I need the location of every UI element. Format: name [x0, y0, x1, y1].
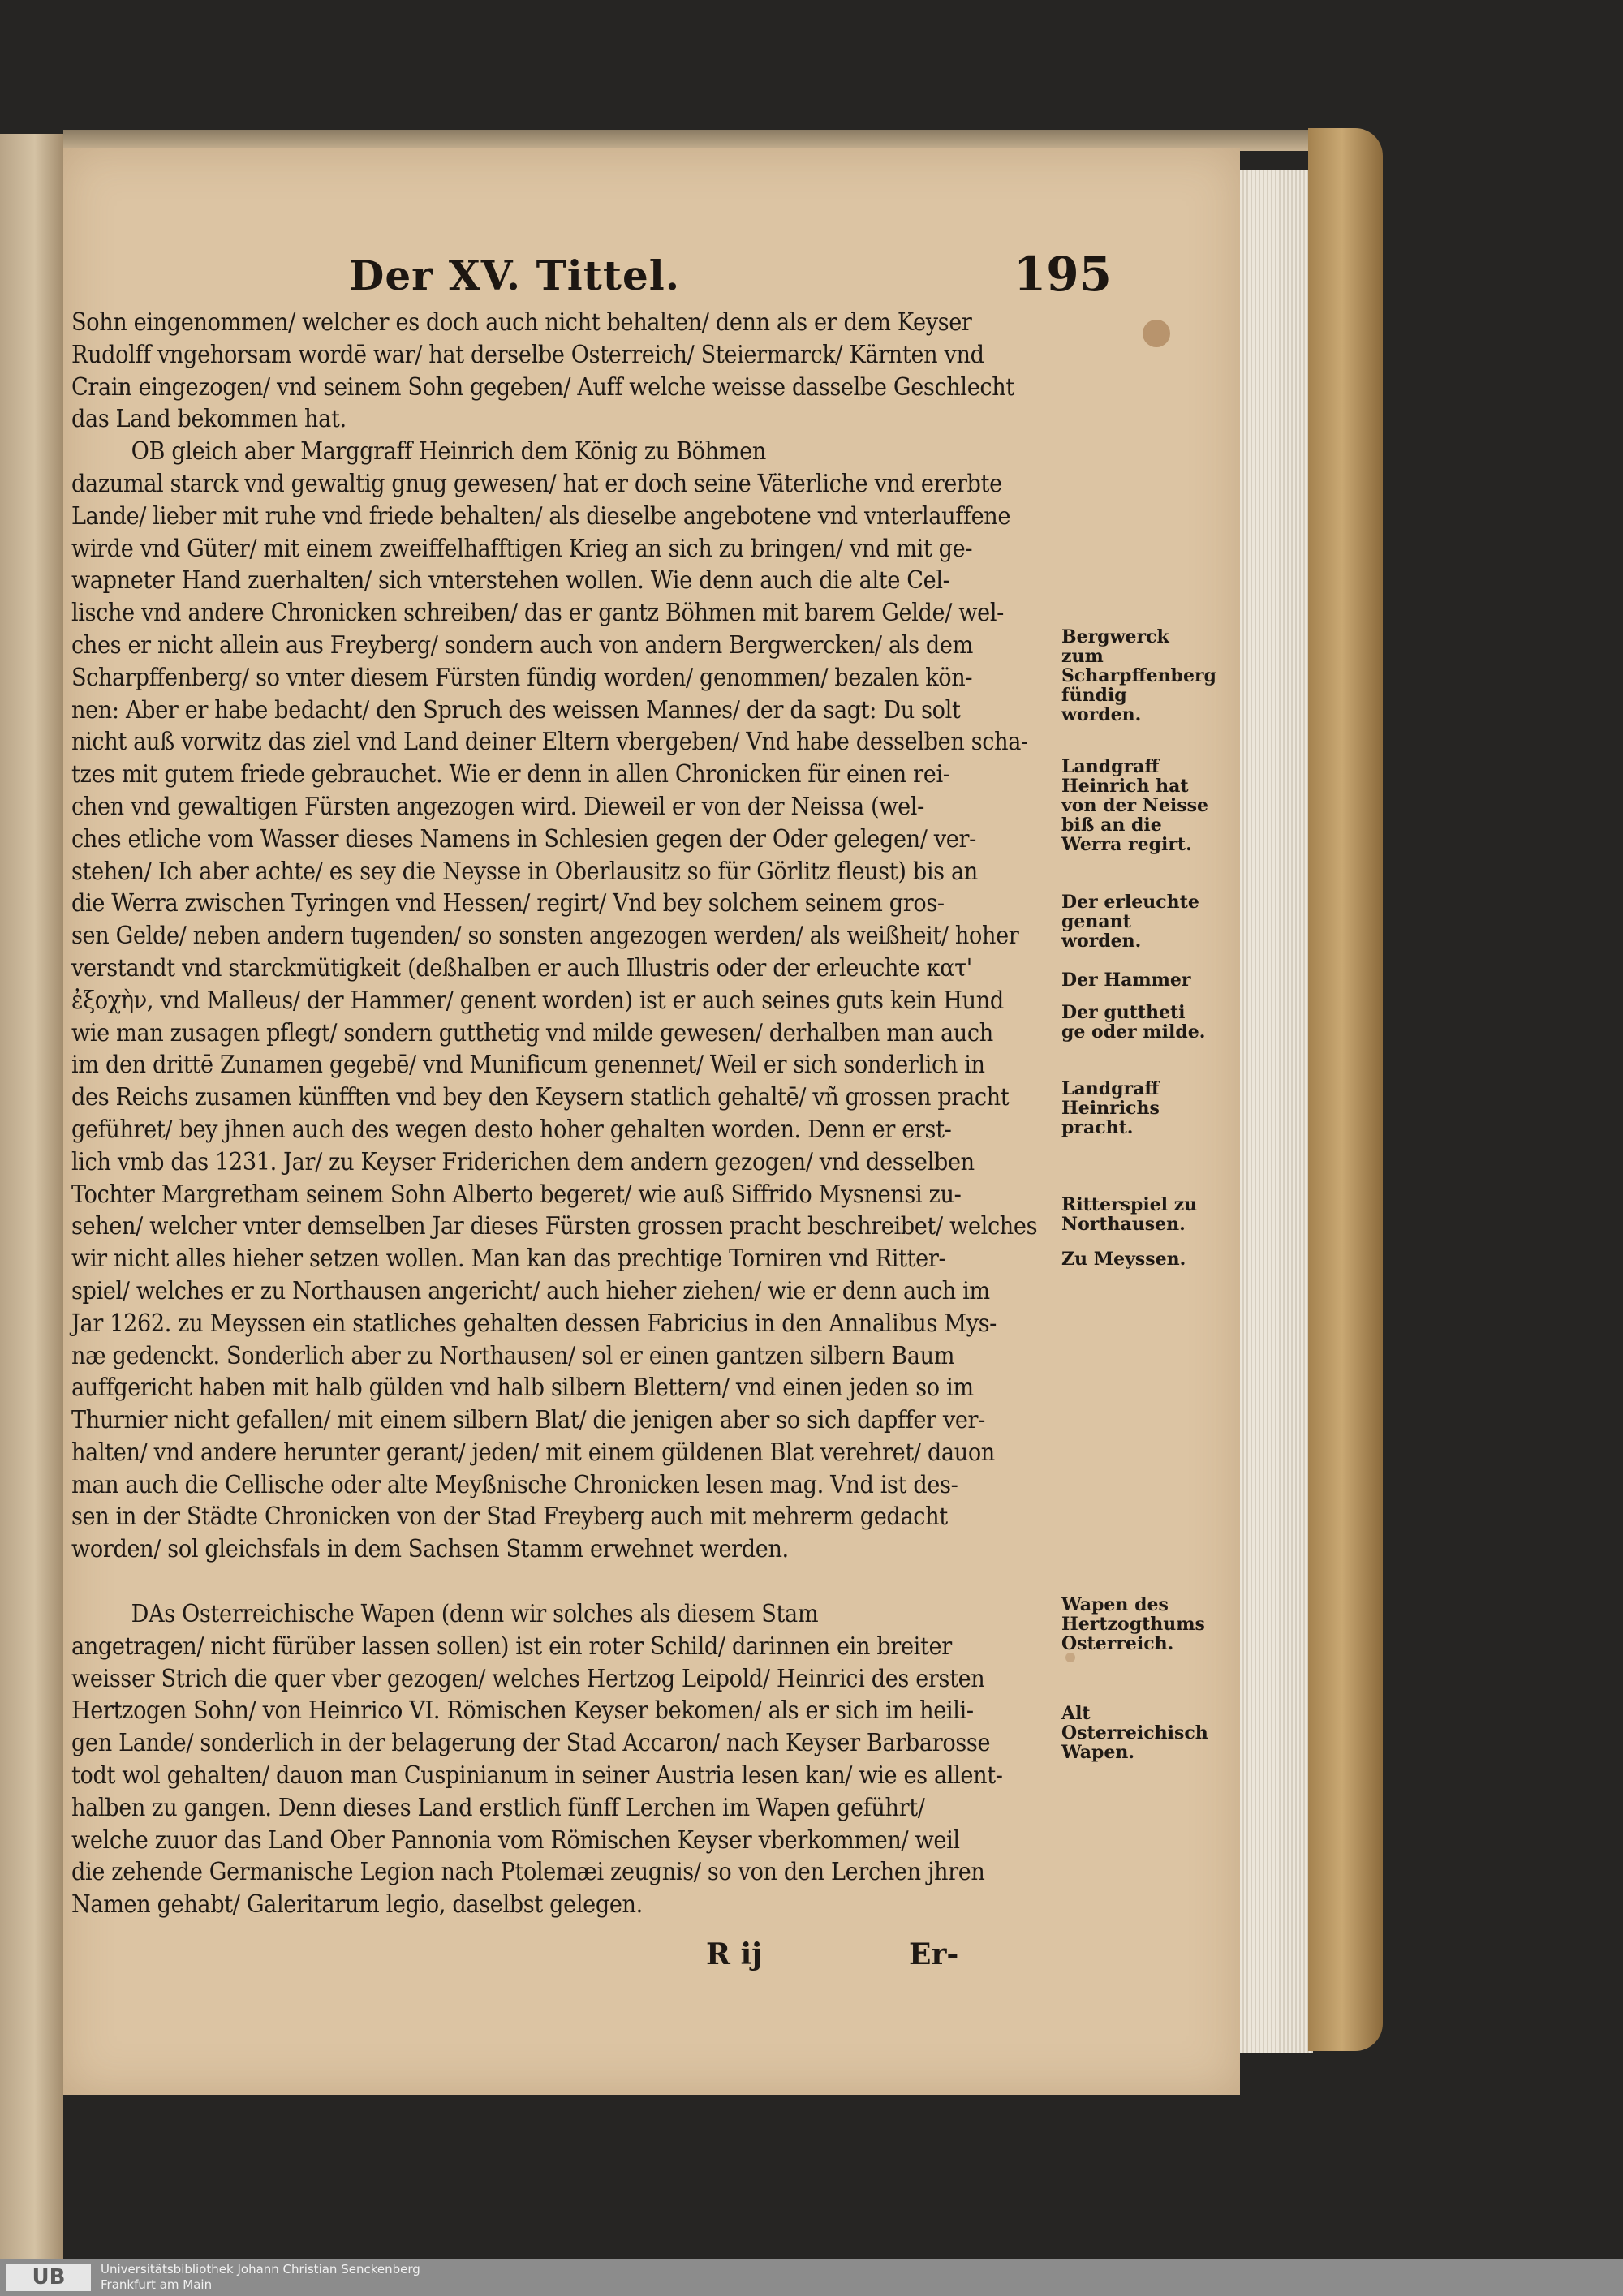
text-line: gen Lande/ sonderlich in der belagerung der Stad Accaron/ nach Keyser Barbarosse [71, 1729, 991, 1757]
margin-note: Wapen des Hertzogthums Osterreich. [1061, 1594, 1205, 1654]
text-line: Scharpffenberg/ so vnter diesem Fürsten fündig worden/ genommen/ bezalen kön- [71, 663, 973, 691]
text-line: halben zu gangen. Denn dieses Land erstlich fünff Lerchen im Wapen geführt/ [71, 1793, 925, 1821]
text-line: das Land bekommen hat. [71, 405, 347, 433]
paragraph-3 [71, 1598, 1003, 1921]
text-line: ches er nicht allein aus Freyberg/ sondern auch von andern Bergwercken/ als dem [71, 630, 973, 659]
margin-note: Bergwerck zum Scharpffenberg fündig worden. [1061, 626, 1216, 725]
text-line: dazumal starck vnd gewaltig gnug gewesen/ hat er doch seine Väterliche vnd ererbte [71, 469, 1002, 497]
text-line: des Reichs zusamen künfften vnd bey den Keysern statlich gehaltē/ vñ grossen pracht [71, 1083, 1010, 1111]
page-block-edges [1240, 170, 1313, 2053]
text-line: im den drittē Zunamen gegebē/ vnd Munificum genennet/ Weil er sich sonderlich in [71, 1051, 985, 1079]
paragraph-2 [71, 436, 1038, 1566]
library-credit [101, 2262, 420, 2293]
text-line: weisser Strich die quer vber gezogen/ welches Hertzog Leipold/ Heinrici des ersten [71, 1664, 985, 1692]
text-line: wie man zusagen pflegt/ sondern gutthetig vnd milde gewesen/ derhalben man auch [71, 1018, 993, 1047]
page-number: 195 [1013, 247, 1112, 302]
text-line: wir nicht alles hieher setzen wollen. Man kan das prechtige Torniren vnd Ritter- [71, 1245, 946, 1273]
text-line: sen Gelde/ neben andern tugenden/ so sonsten angezogen werden/ als weißheit/ hoher [71, 922, 1019, 950]
text-line: die Werra zwischen Tyringen vnd Hessen/ regirt/ Vnd bey solchem seinem gros- [71, 889, 945, 918]
text-line: spiel/ welches er zu Northausen angericht/ auch hieher ziehen/ wie er denn auch im [71, 1276, 990, 1305]
catchline [706, 1937, 998, 1978]
text-line: chen vnd gewaltigen Fürsten angezogen wird. Dieweil er von der Neissa (wel- [71, 792, 924, 820]
text-line: ches etliche vom Wasser dieses Namens in Schlesien gegen der Oder gelegen/ ver- [71, 824, 976, 853]
book-cover-edge [1308, 128, 1383, 2051]
text-line: wirde vnd Güter/ mit einem zweiffelhafftigen Krieg an sich zu bringen/ vnd mit ge- [71, 534, 973, 562]
text-line: angetragen/ nicht fürüber lassen sollen) ist ein roter Schild/ darinnen ein breiter [71, 1632, 952, 1660]
margin-note: Landgraff Heinrichs pracht. [1061, 1078, 1160, 1138]
text-line: die zehende Germanische Legion nach Ptolemæi zeugnis/ so von den Lerchen jhren [71, 1858, 985, 1886]
text-line: welche zuuor das Land Ober Pannonia vom Römischen Keyser vberkommen/ weil [71, 1825, 960, 1854]
text-line: worden/ sol gleichsfals in dem Sachsen Stamm erwehnet werden. [71, 1535, 789, 1563]
text-line: nen: Aber er habe bedacht/ den Spruch des weissen Mannes/ der da sagt: Du solt [71, 695, 961, 724]
library-city: Frankfurt am Main [101, 2277, 213, 2292]
foxing-stain [1143, 320, 1170, 347]
text-line: Namen gehabt/ Galeritarum legio, daselbst gelegen. [71, 1890, 643, 1919]
library-logo: UB [6, 2264, 91, 2291]
text-line: Tochter Margretham seinem Sohn Alberto begeret/ wie auß Siffrido Mysnensi zu- [71, 1180, 962, 1208]
text-line: tzes mit gutem friede gebrauchet. Wie er denn in allen Chronicken für einen rei- [71, 760, 950, 789]
catchword: Er- [909, 1937, 959, 1971]
text-line: ἐξοχὴν, vnd Malleus/ der Hammer/ genent worden) ist er auch seines guts kein Hund [71, 986, 1004, 1014]
paragraph-1 [71, 307, 1014, 436]
text-line: wapneter Hand zuerhalten/ sich vnterstehen wollen. Wie denn auch die alte Cel- [71, 566, 950, 595]
running-header [349, 247, 1112, 308]
text-line: auffgericht haben mit halb gülden vnd halb silbern Blettern/ vnd einen jeden so im [71, 1374, 974, 1402]
signature-mark: R ij [706, 1937, 763, 1971]
body-text [71, 307, 1216, 1921]
text-line: verstandt vnd starckmütigkeit (deßhalben er auch Illustris oder der erleuchte κατ' [71, 953, 972, 982]
text-line: sen in der Städte Chronicken von der Stad Freyberg auch mit mehrerm gedacht [71, 1503, 948, 1531]
margin-note: Der erleuchte genant worden. [1061, 892, 1199, 952]
margin-note: Zu Meyssen. [1061, 1249, 1186, 1270]
margin-note: Landgraff Heinrich hat von der Neisse biß an die Werra regirt. [1061, 756, 1208, 855]
text-line: Hertzogen Sohn/ von Heinrico VI. Römischen Keyser bekomen/ als er sich im heili- [71, 1696, 974, 1725]
text-line: næ gedenckt. Sonderlich aber zu Northausen/ sol er einen gantzen silbern Baum [71, 1341, 955, 1369]
text-line: Lande/ lieber mit ruhe vnd friede behalten/ als dieselbe angebotene vnd vnterlauffene [71, 501, 1011, 530]
text-line: Sohn eingenommen/ welcher es doch auch nicht behalten/ denn als er dem Keyser [71, 308, 972, 336]
margin-note: Alt Osterreichisch Wapen. [1061, 1703, 1208, 1763]
text-line: lich vmb das 1231. Jar/ zu Keyser Friderichen dem andern gezogen/ vnd desselben [71, 1147, 975, 1176]
margin-note: Ritterspiel zu Northausen. [1061, 1194, 1198, 1235]
text-line: geführet/ bey jhnen auch des wegen desto hoher gehalten worden. Denn er erst- [71, 1115, 952, 1143]
library-name: Universitätsbibliothek Johann Christian Senckenberg [101, 2262, 420, 2277]
text-line: OB gleich aber Marggraff Heinrich dem König zu Böhmen [131, 437, 766, 466]
text-line: DAs Osterreichische Wapen (denn wir solches als diesem Stam [131, 1600, 819, 1628]
margin-note: Der Hammer [1061, 970, 1191, 991]
text-line: Jar 1262. zu Meyssen ein statliches gehalten dessen Fabricius in den Annalibus Mys- [71, 1309, 997, 1337]
text-line: halten/ vnd andere herunter gerant/ jeden/ mit einem güldenen Blat verehret/ dauon [71, 1438, 995, 1466]
text-line: stehen/ Ich aber achte/ es sey die Neysse in Oberlausitz so für Görlitz fleust) bis an [71, 857, 978, 885]
left-page-edge [0, 134, 63, 2259]
text-line: lische vnd andere Chronicken schreiben/ das er gantz Böhmen mit barem Gelde/ wel- [71, 599, 1004, 627]
margin-note: Der guttheti ge oder milde. [1061, 1002, 1206, 1043]
text-line: sehen/ welcher vnter demselben Jar dieses Fürsten grossen pracht beschreibet/ welches [71, 1212, 1038, 1240]
library-footer [0, 2259, 1623, 2296]
text-line: Rudolff vngehorsam wordē war/ hat derselbe Osterreich/ Steiermarck/ Kärnten vnd [71, 340, 984, 368]
text-line: man auch die Cellische oder alte Meyßnische Chronicken lesen mag. Vnd ist des- [71, 1470, 958, 1498]
text-line: todt wol gehalten/ dauon man Cuspinianum in seiner Austria lesen kan/ wie es allent- [71, 1761, 1003, 1790]
text-line: Crain eingezogen/ vnd seinem Sohn gegeben/ Auff welche weisse dasselbe Geschlecht [71, 372, 1014, 401]
running-title: Der XV. Tittel. [349, 252, 681, 299]
text-line: Thurnier nicht gefallen/ mit einem silbern Blat/ die jenigen aber so sich dapffer ver- [71, 1406, 985, 1434]
text-line: nicht auß vorwitz das ziel vnd Land deiner Eltern vbergeben/ Vnd habe desselben scha- [71, 728, 1028, 756]
